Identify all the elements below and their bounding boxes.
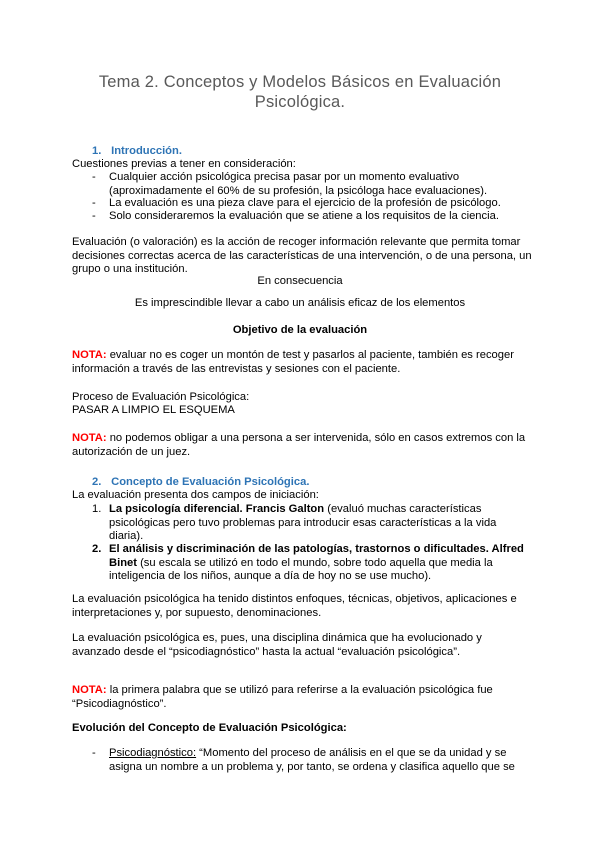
list-item-1 [109,503,529,544]
note-2 [72,432,532,459]
section-1-heading [72,145,532,159]
bullet-item-1: Cualquier acción psicológica precisa pasar por un momento evaluativo (aproximadamente el 60% de su profesión, la psicóloga hace evaluaciones). [109,171,488,197]
note-1 [72,349,532,376]
list-item-2 [109,543,529,584]
note-text: evaluar no es coger un montón de test y pasarlos al paciente, también es recoger información a través de las entrevistas y sesiones con el paciente. [72,349,514,375]
list-item-bold: El análisis y discriminación de las patologías, trastornos o dificultades. Alfred Binet [109,543,524,569]
bullet-marker: - [92,197,96,209]
note-label: NOTA: [72,349,107,361]
note-text: la primera palabra que se utilizó para referirse a la evaluación psicológica fue “Psicodiagnóstico”. [72,684,493,710]
document-title [60,72,540,112]
note-label: NOTA: [72,432,107,444]
list-number: 2. [92,543,102,555]
bullet-marker: - [92,171,96,183]
section-1-intro: Cuestiones previas a tener en consideración: [72,158,296,170]
list-item-bold: La psicología diferencial. Francis Galton [109,503,325,515]
title-line-2: Psicológica. [254,93,346,111]
bullet-marker: - [92,747,96,759]
consequence-text: En consecuencia [257,275,343,287]
section-1-title: Introducción. [111,145,182,157]
list-item-text: (evaluó muchas características psicológicas pero tuvo problemas para introducir esas características a la vida diaria). [109,503,497,543]
bullet-item-2: La evaluación es una pieza clave para el ejercicio de la profesión de psicólogo. [109,197,501,209]
list-item-text: (su escala se utilizó en todo el mundo, sobre todo aquella que media la inteligencia de los niños, aunque a día de hoy no se use mucho). [109,556,493,583]
section-2-heading [72,476,532,490]
section-2-title: Concepto de Evaluación Psicológica. [111,476,310,488]
note-text: no podemos obligar a una persona a ser intervenida, sólo en casos extremos con la autorización de un juez. [72,432,526,458]
objective-heading: Objetivo de la evaluación [232,324,368,336]
evolution-text: “Momento del proceso de análisis en el que se da unidad y se asigna un nombre a un problema y, por tanto, se ordena y clasifica aquello que se [109,747,515,773]
section-2-number: 2. [92,476,102,488]
essential-text: Es imprescindible llevar a cabo un análisis eficaz de los elementos [134,297,466,309]
paragraph-approaches: La evaluación psicológica ha tenido distintos enfoques, técnicas, objetivos, aplicaciones e interpretaciones y, por supuesto, denominaciones. [72,593,517,619]
paragraph-dynamic: La evaluación psicológica es, pues, una disciplina dinámica que ha evolucionado y avanzado desde el “psicodiagnóstico” hasta la actual “evaluación psicológica”. [72,632,482,658]
bullet-item-3: Solo consideraremos la evaluación que se atiene a los requisitos de la ciencia. [109,210,499,222]
list-number: 1. [92,503,102,515]
process-line-2: PASAR A LIMPIO EL ESQUEMA [72,404,235,416]
bullet-marker: - [92,210,96,222]
evaluation-definition: Evaluación (o valoración) es la acción de recoger información relevante que permita tomar decisiones correctas acerca de las características de una intervención, o de una persona, un grupo o una institución. [72,236,532,276]
title-line-1: Tema 2. Conceptos y Modelos Básicos en Evaluación [98,73,502,91]
process-line-1: Proceso de Evaluación Psicológica: [72,391,250,403]
note-label: NOTA: [72,684,107,696]
evolution-heading: Evolución del Concepto de Evaluación Psicológica: [72,722,347,734]
note-3 [72,684,532,711]
evolution-term: Psicodiagnóstico: [109,747,197,759]
section-1-number: 1. [92,145,102,157]
section-2-intro: La evaluación presenta dos campos de iniciación: [72,489,319,501]
evolution-item [109,747,529,774]
